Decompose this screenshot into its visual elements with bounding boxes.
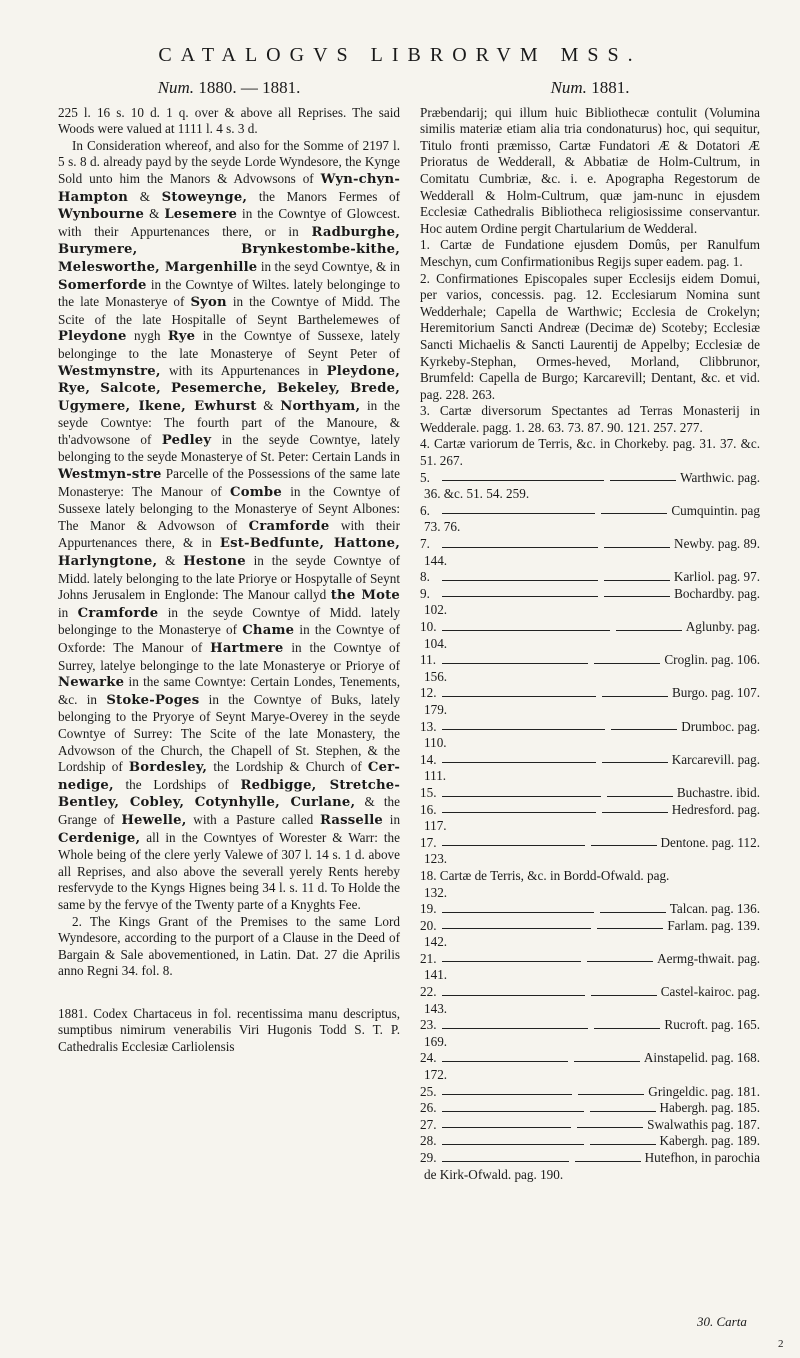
entry-1880-continuation: 225 l. 16 s. 10 d. 1 q. over & above all Reprises. The said Woods were valued at 1111 l. 4 s. 3 d. — [58, 104, 400, 137]
page-refs: 141. — [424, 967, 448, 983]
blackletter-place: Stoke-Poges — [106, 692, 200, 708]
blackletter-place: Stoweynge, — [161, 189, 248, 205]
blackletter-place: Syon — [190, 295, 227, 311]
chartulary-item-14: 14. Karcarevill. pag. — [420, 751, 760, 767]
blackletter-place: Pedley — [161, 432, 212, 448]
blackletter-place: Newarke — [58, 675, 125, 691]
blackletter-place: Westmyn-stre — [58, 467, 162, 483]
chartulary-item-26: 26. Habergh. pag. 185. — [420, 1100, 760, 1116]
chartulary-item-13: 13. Drumboc. pag. — [420, 718, 760, 734]
blackletter-place: Somerforde — [58, 277, 147, 293]
blackletter-place: Hewelle, — [121, 812, 187, 828]
chartulary-item-12: 12. Burgo. pag. 107. — [420, 685, 760, 701]
page-refs: 110. — [424, 735, 447, 751]
blackletter-place: Cer-nedige, — [58, 760, 401, 793]
chartulary-item-15: 15. Buchastre. ibid. — [420, 784, 760, 800]
num-value: 1881. — [591, 78, 630, 97]
page-refs: 144. — [424, 552, 448, 568]
chartulary-item-25: 25. Gringeldic. pag. 181. — [420, 1083, 760, 1099]
chartulary-item-10: 10. Aglunby. pag. — [420, 619, 760, 634]
blackletter-place: Pleydone, Rye, Salcote, Pesemerche, Bekeley, Brede, Ugymere, Ikene, Ewhurst — [58, 363, 401, 414]
entry-1881-description: 1881. Codex Chartaceus in fol. recentissima manu descriptus, sumptibus nimirum venerabilis Viri Hugonis Todd S. T. P. Cathedralis Ecclesiæ Carliolensis — [58, 1005, 400, 1055]
page-refs: 73. 76. — [424, 519, 461, 535]
blackletter-place: Cramforde — [248, 518, 330, 534]
catchword: 30. Carta — [697, 1314, 747, 1329]
page-refs: 156. — [424, 668, 448, 684]
chartulary-item-19: 19. Talcan. pag. 136. — [420, 901, 760, 917]
entry-1880-item-2: 2. The Kings Grant of the Premises to the same Lord Wyndesore, according to the purport of a Clause in the Deed of Bargain & Sale abovementioned, in Latin. Dat. 27 die Aprilis anno Regni 34. fol. 8. — [58, 913, 400, 979]
left-column — [58, 80, 400, 1056]
page-refs: 111. — [424, 768, 447, 784]
right-column — [420, 80, 760, 1183]
blackletter-place: Rasselle — [319, 812, 384, 828]
blackletter-place: Wyn-chyn-Hampton — [58, 171, 401, 205]
entry-1880-grant-text: In Consideration whereof, and also for the Somme of 2197 l. 5 s. 8 d. already payd by the seyde Lorde Wyndesore, the Kynge Sold unto him the Manors & Advowsons of Wyn-chyn-Hampton & Stoweynge, the Manors Fermes of Wynbourne & Lesemere in the Cowntye of Glowcest. with their Appurtenances there, or in Radburghe, Burymere, Brynkestombe-kithe, Melesworthe, Margenhille in the seyd Cowntye, & in Somerforde in the Cowntye of Wiltes. lately belonginge to the late Monasterye of Syon in the Cowntye of Midd. The Scite of the late Hospitalle of Seynt Barthelemewes of Pleydone nygh Rye in the Cowntye of Sussexe, lately belonginge to the late Monasterye of Seynt Peter of Westmynstre, with its Appurtenances in Pleydone, Rye, Salcote, Pesemerche, Bekeley, Brede, Ugymere, Ikene, Ewhurst & Northyam, in the seyde Cowntye: The fourth part of the Manoure, & th'advowsone of Pedley in the seyde Cowntye, lately belonging to the seyde Monasterye of St. Peter: Certain Lands in Westmyn-stre Parcelle of the Possessions of the same late Monasterye: The Manour of Combe in the Cowntye of Sussexe lately belonging to the Monasterye of Seynt Albones: The Manor & Advowson of Cramforde with their Appurtenances there, & in Est-Bedfunte, Hattone, Harlyngtone, & Hestone in the seyde Cowntye of Midd. lately belonging to the late Priorye or Hospytalle of Seynt Johns Jerusalem in Englonde: The Manour callyd the Mote in Cramforde in the seyde Cowntye of Midd. lately belonginge to the Monasterye of Chame in the Cowntye of Oxforde: The Manour of Hartmere in the Cowntye of Surrey, latelye belonginge to the late Monasterye or Priorye of Newarke in the same Cowntye: Certain Londes, Tenements, &c. in Stoke-Poges in the Cowntye of Buks, lately belonging to the Pryorye of Seynt Marye-Overey in the seyde Cowntye of Surrey: The Scite of the late Monastery, the Advowson of the Church, the Chapell of St. Stephen, & the Lordship of Bordesley, the Lordship & Church of Cer-nedige, the Lordships of Redbigge, Stretche-Bentley, Cobley, Cotynhylle, Curlane, & the Grange of Hewelle, with a Pasture called Rasselle in Cerdenige, all in the Cowntyes of Worester & Warr: the Whole being of the clere yerly Valewe of 307 l. 14 s. 1 d. above all Reprises, and also above the severall yerely Rents hereby resfervyde to the Kyngs Hignes being 34 l. s. 11 d. To Holde the same by the fervye of the Twenty parte of a Knyghts Fee. — [58, 137, 401, 912]
num-label: Num. — [550, 78, 587, 97]
page-refs: 132. — [424, 884, 448, 900]
blackletter-place: Hestone — [183, 554, 246, 570]
chartulary-item-3: 3. Cartæ diversorum Spectantes ad Terras Monasterij in Wedderale. pagg. 1. 28. 63. 73. 87. 90. 121. 257. 277. — [420, 403, 760, 435]
page-refs: 102. — [424, 602, 448, 618]
page-refs: 104. — [424, 635, 448, 651]
blackletter-place: Radburghe, Burymere, Brynkestombe-kithe, Melesworthe, Margenhille — [58, 224, 401, 275]
chartulary-item-4: 4. Cartæ variorum de Terris, &c. in Chorkeby. pag. 31. 37. &c. 51. 267. — [420, 436, 760, 469]
blackletter-place: Chame — [242, 623, 295, 639]
blackletter-place: Lesemere — [164, 207, 238, 223]
chartulary-item-18: 18. Cartæ de Terris, &c. in Bordd-Ofwald. pag. — [420, 867, 670, 883]
page-refs: 143. — [424, 1000, 448, 1016]
chartulary-item-8: 8. Karliol. pag. 97. — [420, 569, 760, 585]
blackletter-place: Westmynstre, — [58, 363, 161, 379]
blackletter-place: Hartmere — [210, 641, 284, 656]
left-number-heading — [58, 80, 400, 97]
chartulary-item-27: 27. Swalwathis pag. 187. — [420, 1116, 760, 1132]
chartulary-item-24: 24. Ainstapelid. pag. 168. — [420, 1050, 760, 1066]
chartulary-item-1: 1. Cartæ de Fundatione ejusdem Domûs, per Ranulfum Meschyn, cum Confirmationibus Regijs super eadem. pag. 1. — [420, 237, 760, 269]
blackletter-place: Est-Bedfunte, Hattone, Harlyngtone, — [58, 536, 401, 570]
blackletter-place: Cerdenige, — [58, 830, 141, 846]
signature-mark: 2 — [778, 1338, 784, 1350]
chartulary-item-6: 6. Cumquintin. pag — [420, 502, 760, 518]
blackletter-place: Combe — [230, 484, 282, 500]
chartulary-item-7: 7. Newby. pag. 89. — [420, 536, 760, 552]
chartulary-item-11: 11. Croglin. pag. 106. — [420, 652, 760, 668]
chartulary-item-16: 16. Hedresford. pag. — [420, 801, 760, 817]
blackletter-place: Pleydone — [58, 329, 127, 345]
page-refs: 117. — [424, 818, 447, 834]
page-refs: 169. — [424, 1033, 448, 1049]
entry-1881-intro: Præbendarij; qui illum huic Bibliothecæ contulit (Volumina similis materiæ etiam alia tria condonaturus) hoc, qui sequitur, Titulo fronti præmisso, Cartæ Fundatori Æ & Dotatori Æ Prioratus de Wedderall, & Abbatiæ de Holm-Cultrum, in Comitatu Cumbriæ, &c. i. e. Apographa Regestorum de Wedderall & Holm-Cultrum, quæ jam-nunc in ejusdem Ecclesiæ Cathedralis Bibliotheca religiosissime conservantur. Hoc autem Ordine pergit Chartularium de Wedderal. — [420, 104, 760, 236]
blackletter-place: Cramforde — [77, 605, 159, 621]
blackletter-place: Northyam, — [280, 398, 361, 414]
blackletter-place: Wynbourne — [58, 207, 145, 223]
blackletter-place: the Mote — [330, 588, 401, 604]
blackletter-place: Bordesley, — [128, 760, 208, 776]
page-refs: 123. — [424, 851, 448, 867]
chartulary-item-9: 9. Bochardby. pag. — [420, 585, 760, 601]
chartulary-item-5: 5. Warthwic. pag. — [420, 469, 760, 485]
page-refs: 172. — [424, 1067, 448, 1083]
page-refs: de Kirk-Ofwald. pag. 190. — [424, 1166, 564, 1182]
page-refs: 179. — [424, 701, 448, 717]
page-header: CATALOGVS LIBRORVM MSS. — [158, 44, 642, 66]
chartulary-item-28: 28. Kabergh. pag. 189. — [420, 1133, 760, 1149]
chartulary-item-22: 22. Castel-kairoc. pag. — [420, 984, 760, 1000]
num-label: Num. — [157, 78, 195, 97]
chartulary-item-20: 20. Farlam. pag. 139. — [420, 917, 760, 933]
page-refs: 36. &c. 51. 54. 259. — [424, 486, 530, 502]
right-number-heading — [420, 80, 760, 97]
chartulary-item-17: 17. Dentone. pag. 112. — [420, 834, 760, 850]
page-refs: 142. — [424, 934, 448, 950]
blackletter-place: Redbigge, Stretche-Bentley, Cobley, Cotynhylle, Curlane, — [58, 777, 400, 811]
blackletter-place: Rye — [167, 329, 196, 345]
chartulary-item-23: 23. Rucroft. pag. 165. — [420, 1017, 760, 1033]
chartulary-item-2: 2. Confirmationes Episcopales super Ecclesijs eidem Domui, per varios, concessis. pag. 12. Ecclesiarum Nomina sunt Wedderhale; Capella de Warthwic; Ecclesia de Crokelyn; Heremitorium Sancti Andreæ (Decimæ de) Scoteby; Ecclesiæ Sancti Michaelis & Sancti Laurentij de Appelby; Ecclesiæ de Kyrkeby-Stephan, Ormes-heved, Morland, Clibbrunor, Brumfeld: Capella de Burgo; Karcarevill; Dentant, &c. et vid. pag. 228. 263. — [420, 270, 760, 402]
chartulary-item-21: 21. Aermg-thwait. pag. — [420, 950, 760, 966]
num-value: 1880. — 1881. — [198, 78, 301, 97]
chartulary-item-29: 29. Hutefhon, in parochia — [420, 1150, 760, 1165]
